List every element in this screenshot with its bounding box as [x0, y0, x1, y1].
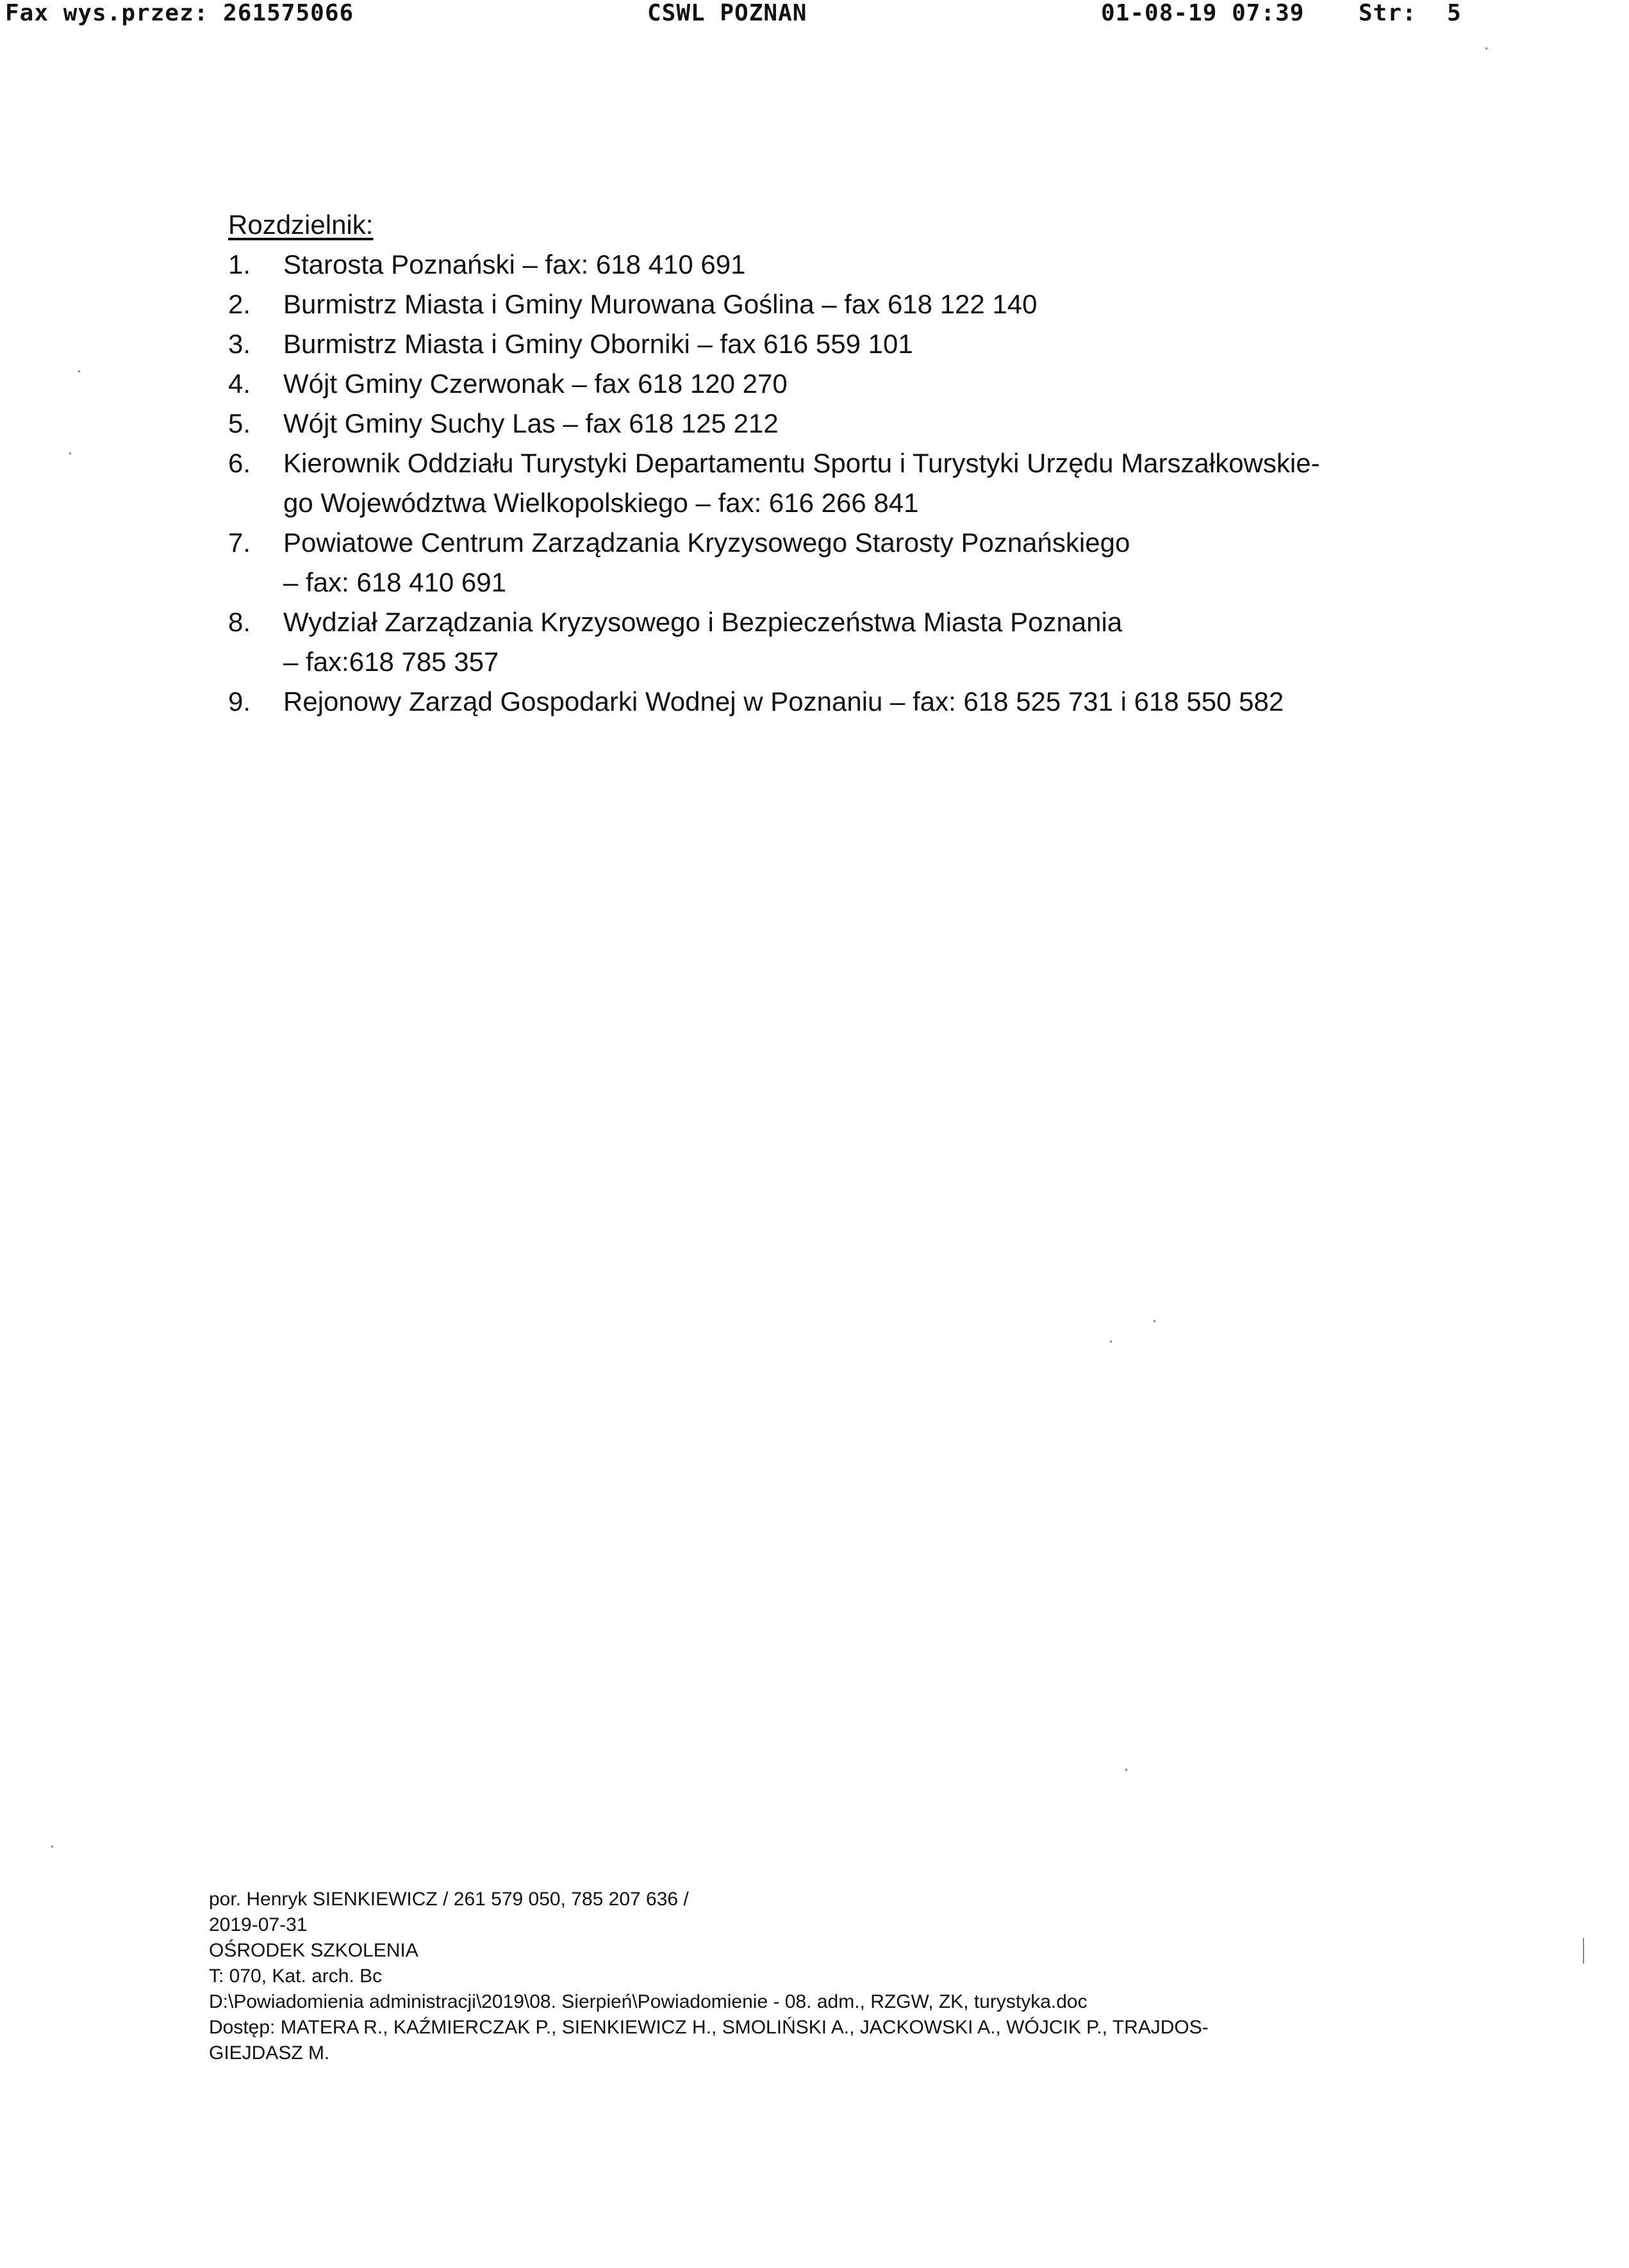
list-item-text: Wydział Zarządzania Kryzysowego i Bezpieczeństwa Miasta Poznania – fax:618 785 357	[283, 607, 1123, 677]
distribution-list	[228, 245, 1446, 722]
list-item	[228, 404, 1446, 443]
scan-speck	[1485, 47, 1487, 49]
footer-date: 2019-07-31	[209, 1914, 308, 1935]
scan-speck	[51, 1846, 53, 1848]
fax-station: CSWL POZNAN	[647, 0, 807, 26]
scan-speck	[1154, 1320, 1155, 1322]
list-item-text: Powiatowe Centrum Zarządzania Kryzysowego Starosty Poznańskiego – fax: 618 410 691	[283, 527, 1130, 597]
footer-author: por. Henryk SIENKIEWICZ / 261 579 050, 785 207 636 /	[209, 1889, 689, 1910]
scan-speck	[78, 370, 80, 372]
list-item	[228, 364, 1446, 404]
list-item	[228, 245, 1446, 285]
scan-speck	[1583, 1938, 1584, 1964]
scan-speck	[1110, 1341, 1112, 1343]
footer-archive: T: 070, Kat. arch. Bc	[209, 1966, 383, 1987]
list-item	[228, 443, 1446, 523]
list-item-text: Burmistrz Miasta i Gminy Murowana Goślina – fax 618 122 140	[283, 289, 1038, 319]
list-item-text: Kierownik Oddziału Turystyki Departamentu Sportu i Turystyki Urzędu Marszałkowskie- go Województwa Wielkopolskiego – fax: 616 266 841	[283, 448, 1320, 518]
footer-access: Dostęp: MATERA R., KAŹMIERCZAK P., SIENKIEWICZ H., SMOLIŃSKI A., JACKOWSKI A., WÓJCIK P., TRAJDOS- GIEJDASZ M.	[209, 2017, 1209, 2064]
list-item	[228, 324, 1446, 364]
list-item-number: 5.	[228, 408, 251, 438]
list-item	[228, 523, 1446, 602]
list-item-text: Starosta Poznański – fax: 618 410 691	[283, 249, 746, 279]
list-item	[228, 285, 1446, 324]
list-item-number: 7.	[228, 527, 251, 558]
scan-speck	[1125, 1769, 1127, 1771]
list-item	[228, 602, 1446, 682]
fax-header	[0, 0, 1629, 38]
list-item-number: 6.	[228, 448, 251, 478]
list-item	[228, 682, 1446, 722]
list-item-number: 9.	[228, 686, 251, 716]
fax-page-label: Str:	[1359, 0, 1417, 26]
distribution-heading: Rozdzielnik:	[228, 210, 374, 240]
list-item-text: Rejonowy Zarząd Gospodarki Wodnej w Poznaniu – fax: 618 525 731 i 618 550 582	[283, 686, 1284, 716]
list-item-number: 2.	[228, 289, 251, 319]
list-item-text: Wójt Gminy Czerwonak – fax 618 120 270	[283, 368, 788, 399]
fax-sender: Fax wys.przez: 261575066	[5, 0, 354, 26]
footer-unit: OŚRODEK SZKOLENIA	[209, 1940, 418, 1961]
list-item-text: Wójt Gminy Suchy Las – fax 618 125 212	[283, 408, 779, 438]
list-item-number: 4.	[228, 368, 251, 399]
footer-file-path: D:\Powiadomienia administracji\2019\08. Sierpień\Powiadomienie - 08. adm., RZGW, ZK, turystyka.doc	[209, 1991, 1087, 2012]
fax-datetime: 01-08-19 07:39	[1101, 0, 1305, 26]
list-item-number: 1.	[228, 249, 251, 279]
document-footer	[209, 1887, 1350, 2066]
list-item-number: 3.	[228, 329, 251, 359]
distribution-list-section	[228, 205, 1446, 722]
list-item-number: 8.	[228, 607, 251, 637]
list-item-text: Burmistrz Miasta i Gminy Oborniki – fax 616 559 101	[283, 329, 913, 359]
fax-page-number: 5	[1447, 0, 1462, 26]
scan-speck	[69, 452, 71, 454]
